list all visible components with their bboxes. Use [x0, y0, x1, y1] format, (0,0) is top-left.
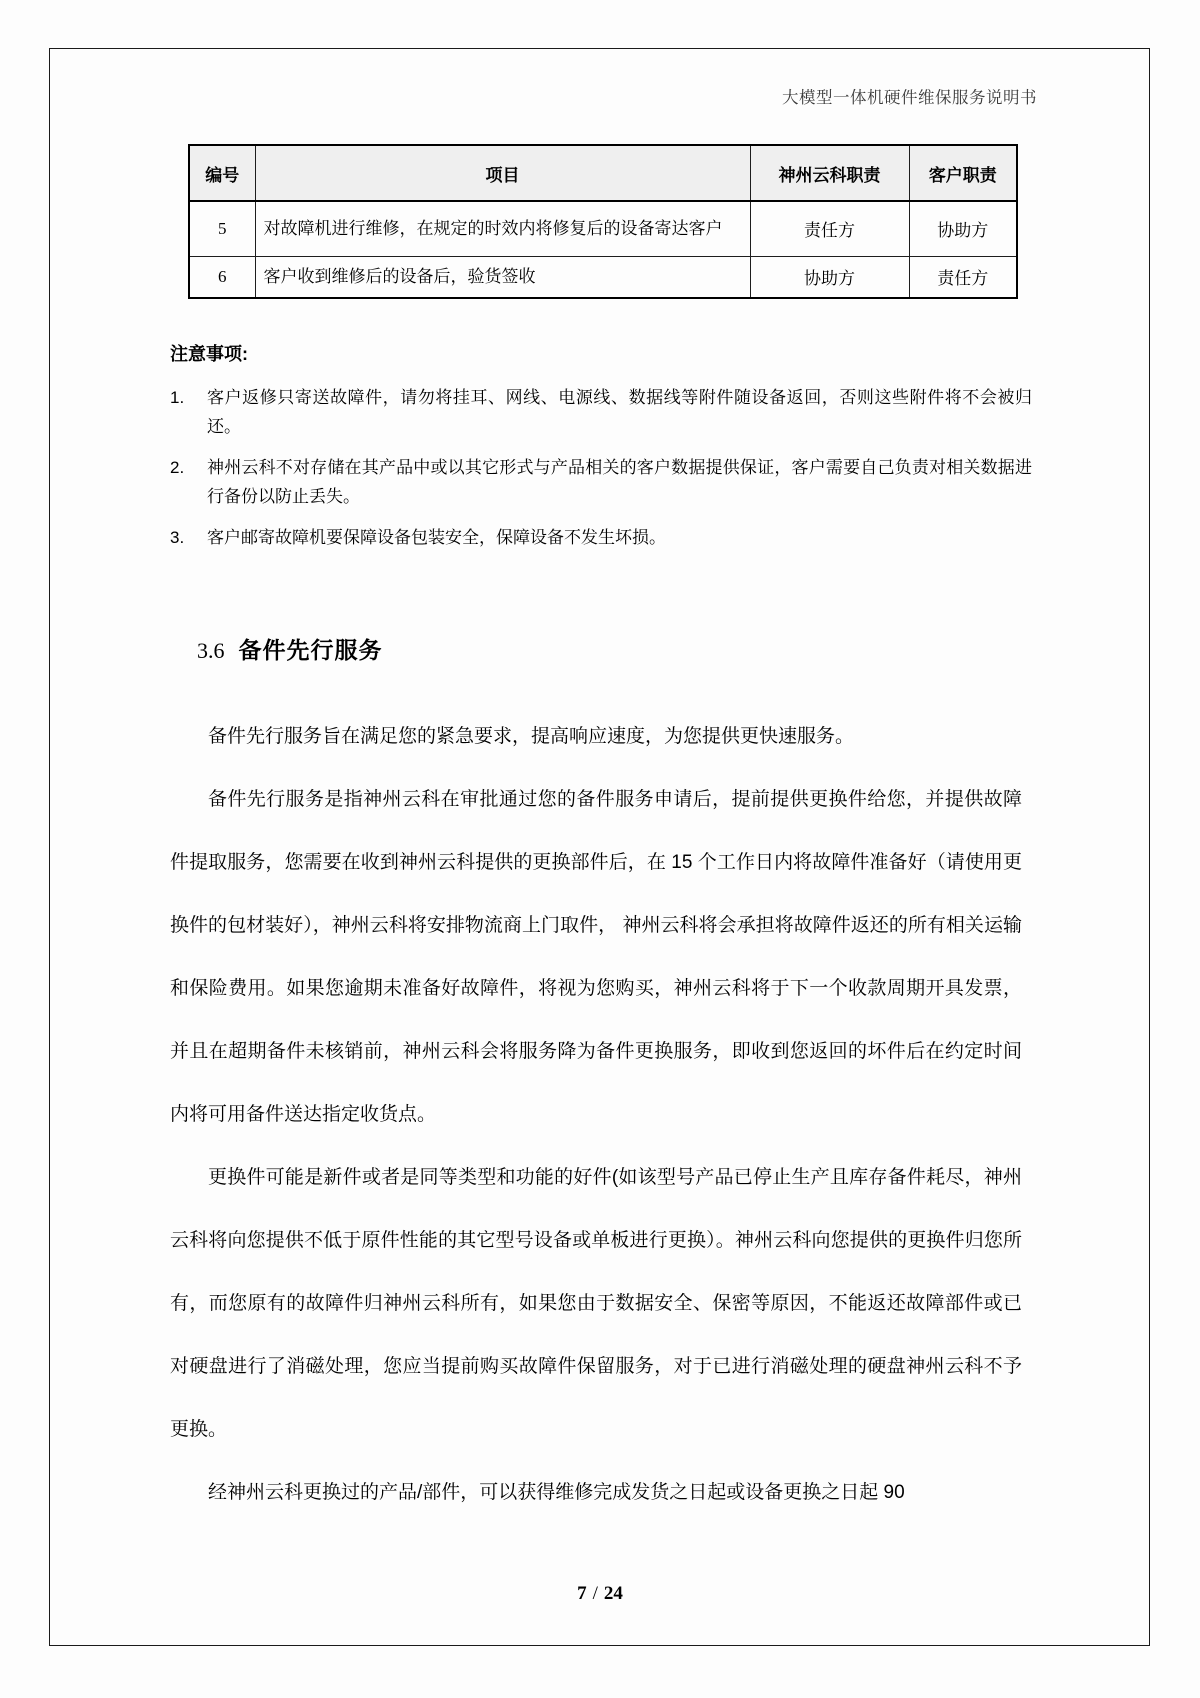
column-header-item: 项目 — [255, 145, 750, 201]
page-number-separator: / — [592, 1583, 598, 1604]
list-item-text: 客户邮寄故障机要保障设备包装安全，保障设备不发生坏损。 — [207, 528, 666, 547]
table-header-row — [189, 145, 1017, 201]
column-header-customer-duty: 客户职责 — [909, 145, 1017, 201]
responsibilities-table — [188, 144, 1018, 299]
table-row — [189, 256, 1017, 298]
list-item — [170, 454, 1032, 511]
row-vendor-duty-cell: 责任方 — [750, 201, 909, 256]
page-footer — [0, 1583, 1200, 1605]
table-row — [189, 201, 1017, 256]
list-item-number: 1. — [170, 388, 185, 407]
list-item — [170, 524, 1032, 553]
section-number: 3.6 — [197, 638, 225, 663]
section-body — [170, 705, 1022, 1524]
paragraph: 更换件可能是新件或者是同等类型和功能的好件(如该型号产品已停止生产且库存备件耗尽，神州云科将向您提供不低于原件性能的其它型号设备或单板进行更换）。神州云科向您提供的更换件归您所有，而您原有的故障件归神州云科所有，如果您由于数据安全、保密等原因，不能返还故障部件或已对硬盘进行了消磁处理，您应当提前购买故障件保留服务，对于已进行消磁处理的硬盘神州云科不予更换。 — [170, 1167, 1022, 1440]
row-customer-duty-cell: 责任方 — [909, 256, 1017, 298]
list-item — [170, 384, 1032, 441]
notes-section-title: 注意事项: — [170, 344, 248, 364]
paragraph: 备件先行服务是指神州云科在审批通过您的备件服务申请后，提前提供更换件给您，并提供故障件提取服务，您需要在收到神州云科提供的更换部件后，在 15 个工作日内将故障件准备好（请使用更换件的包材装好），神州云科将安排物流商上门取件， 神州云科将会承担将故障件返还的所有相关运输和保险费用。如果您逾期未准备好故障件，将视为您购买，神州云科将于下一个收款周期开具发票，并且在超期备件未核销前，神州云科会将服务降为备件更换服务，即收到您返回的坏件后在约定时间内将可用备件送达指定收货点。 — [170, 789, 1022, 1125]
column-header-number: 编号 — [189, 145, 255, 201]
list-item-number: 3. — [170, 528, 185, 547]
row-number-cell: 5 — [189, 201, 255, 256]
page-number-total: 24 — [603, 1583, 623, 1604]
list-item-text: 客户返修只寄送故障件，请勿将挂耳、网线、电源线、数据线等附件随设备返回，否则这些附件将不会被归还。 — [207, 388, 1032, 436]
paragraph: 经神州云科更换过的产品/部件，可以获得维修完成发货之日起或设备更换之日起 90 — [208, 1482, 905, 1503]
paragraph: 备件先行服务旨在满足您的紧急要求，提高响应速度，为您提供更快速服务。 — [208, 726, 855, 747]
row-number-cell: 6 — [189, 256, 255, 298]
row-item-cell: 对故障机进行维修，在规定的时效内将修复后的设备寄达客户 — [255, 201, 750, 256]
row-vendor-duty-cell: 协助方 — [750, 256, 909, 298]
row-item-cell: 客户收到维修后的设备后，验货签收 — [255, 256, 750, 298]
section-heading — [197, 632, 383, 665]
page-number-current: 7 — [577, 1583, 587, 1604]
section-title: 备件先行服务 — [238, 637, 383, 663]
list-item-text: 神州云科不对存储在其产品中或以其它形式与产品相关的客户数据提供保证，客户需要自己负责对相关数据进行备份以防止丢失。 — [207, 458, 1032, 506]
column-header-vendor-duty: 神州云科职责 — [750, 145, 909, 201]
document-header-title: 大模型一体机硬件维保服务说明书 — [782, 88, 1037, 107]
notes-list — [170, 384, 1032, 566]
row-customer-duty-cell: 协助方 — [909, 201, 1017, 256]
list-item-number: 2. — [170, 458, 185, 477]
